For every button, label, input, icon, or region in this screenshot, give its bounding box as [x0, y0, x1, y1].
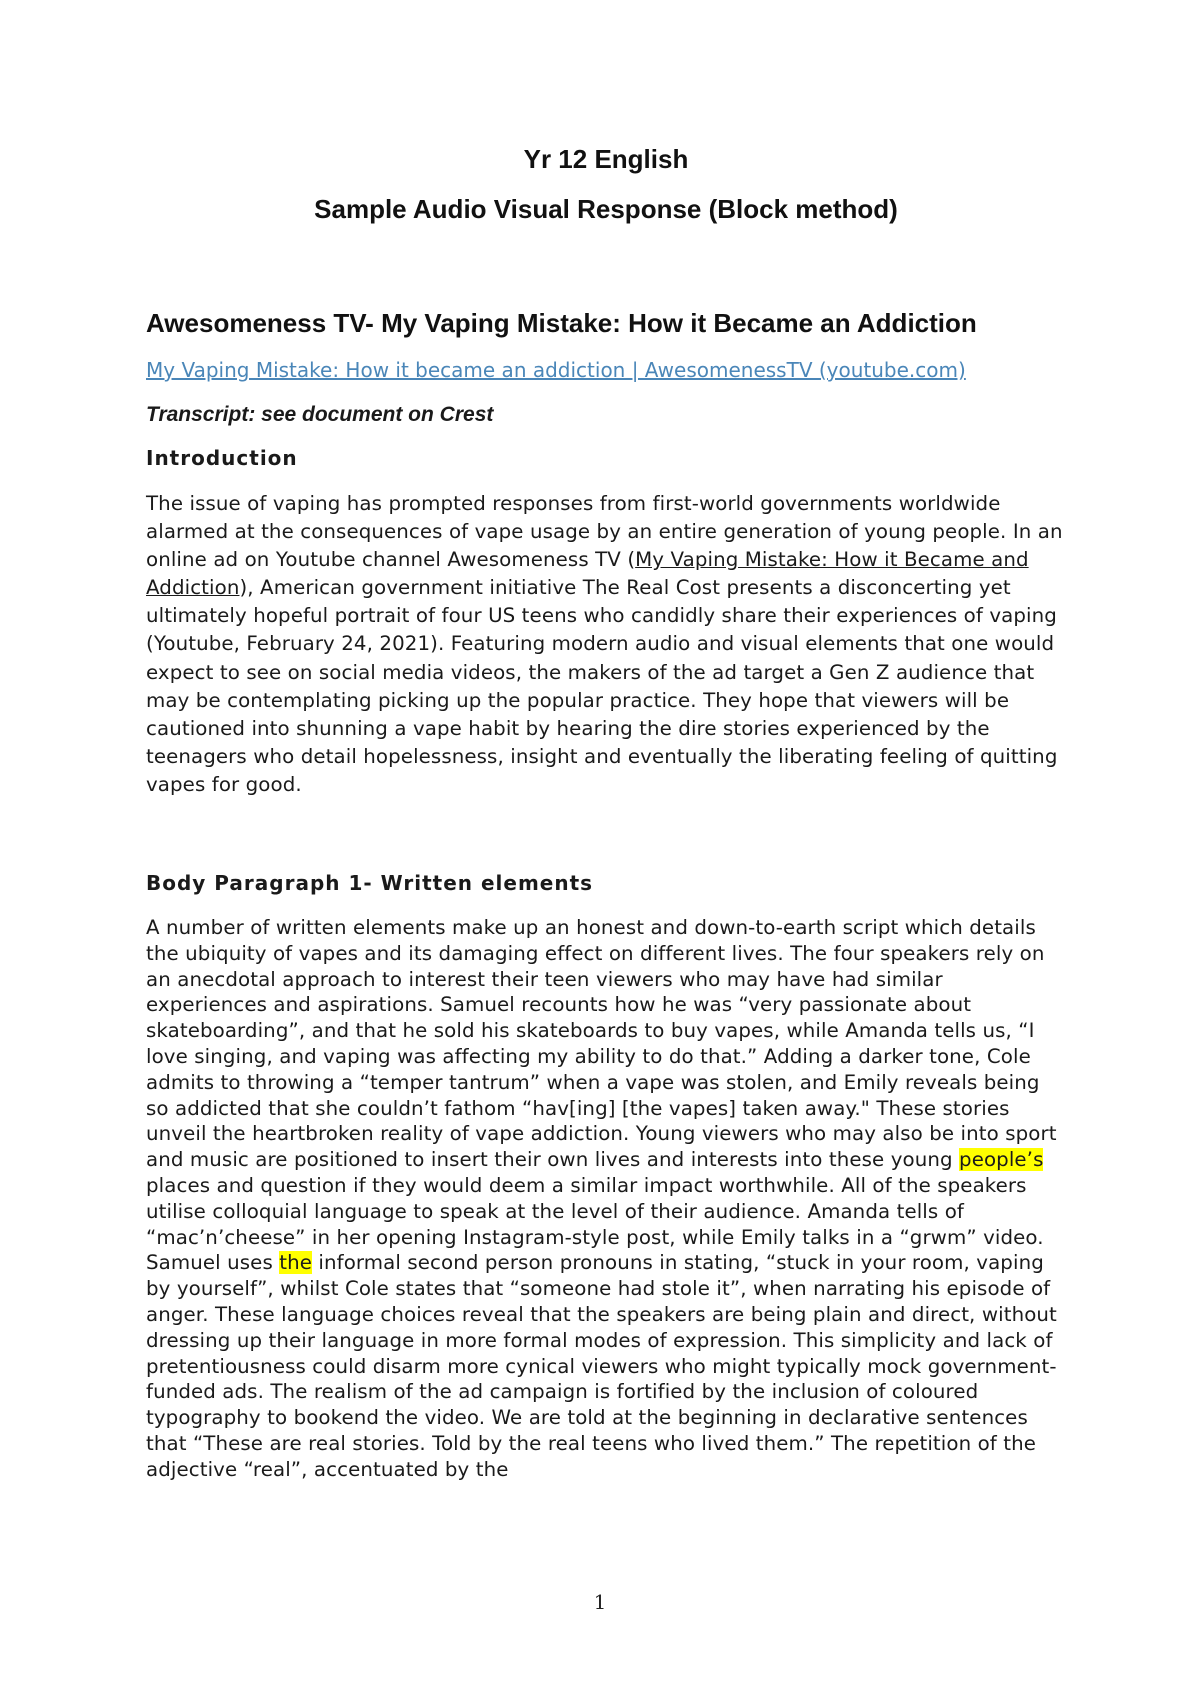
body-text-part-2: places and question if they would deem a similar impact worthwhile. All of the speakers utilise colloquial language to speak at the level of their audience. Amanda tells of “mac’n’cheese” in her opening Instagram-style post, while Emily talks in a “grwm” video. Samuel uses [146, 1174, 1044, 1275]
transcript-note: Transcript: see document on Crest [146, 403, 494, 426]
highlighted-word: people’s [959, 1148, 1044, 1172]
intro-text-start: The issue of vaping has prompted responses from first-world governments worldwide alarmed at the consequences of vape usage by an entire generation of young people. In an online ad on Youtube channel Awesomeness TV ( [146, 492, 1063, 572]
page-number: 1 [593, 1590, 607, 1614]
document-subtitle: Sample Audio Visual Response (Block method) [314, 194, 898, 224]
introduction-heading: Introduction [146, 446, 298, 470]
body-text-part-3: informal second person pronouns in stating, “stuck in your room, vaping by yourself”, whilst Cole states that “someone had stole it”, when narrating his episode of anger. These language choices reveal that the speakers are being plain and direct, without dressing up their language in more formal modes of expression. This simplicity and lack of pretentiousness could disarm more cynical viewers who might typically mock government-funded ads. The realism of the ad campaign is fortified by the inclusion of coloured typography to bookend the video. We are told at the beginning in declarative sentences that “These are real stories. Told by the real teens who lived them.” The repetition of the adjective “real”, accentuated by the [146, 1251, 1057, 1481]
introduction-paragraph [146, 490, 1066, 799]
ad-heading: Awesomeness TV- My Vaping Mistake: How it Became an Addiction [146, 308, 977, 338]
document-title: Yr 12 English [523, 144, 689, 174]
intro-text-end: ), American government initiative The Real Cost presents a disconcerting yet ultimately hopeful portrait of four US teens who candidly share their experiences of vaping (Youtube, February 24, 2021). Featuring modern audio and visual elements that one would expect to see on social media videos, the makers of the ad target a Gen Z audience that may be contemplating picking up the popular practice. They hope that viewers will be cautioned into shunning a vape habit by hearing the dire stories experienced by the teenagers who detail hopelessness, insight and eventually the liberating feeling of quitting vapes for good. [146, 576, 1058, 796]
body-paragraph-1-heading: Body Paragraph 1- Written elements [146, 871, 594, 896]
body-text-part-1: A number of written elements make up an honest and down-to-earth script which details the ubiquity of vapes and its damaging effect on different lives. The four speakers rely on an anecdotal approach to interest their teen viewers who may have had similar experiences and aspirations. Samuel recounts how he was “very passionate about skateboarding”, and that he sold his skateboards to buy vapes, while Amanda tells us, “I love singing, and vaping was affecting my ability to do that.” Adding a darker tone, Cole admits to throwing a “temper tantrum” when a vape was stolen, and Emily reveals being so addicted that she couldn’t fathom “hav[ing] [the vapes] taken away." These stories unveil the heartbroken reality of vape addiction. Young viewers who may also be into sport and music are positioned to insert their own lives and interests into these young [146, 916, 1057, 1172]
body-paragraph-1 [146, 915, 1066, 1483]
highlighted-word: the [279, 1251, 313, 1275]
document-content [146, 142, 1066, 1483]
video-link[interactable]: My Vaping Mistake: How it became an addiction | AwesomenessTV (youtube.com) [146, 358, 966, 382]
inline-video-link[interactable]: My Vaping Mistake: How it Became and Addiction [146, 548, 1029, 600]
